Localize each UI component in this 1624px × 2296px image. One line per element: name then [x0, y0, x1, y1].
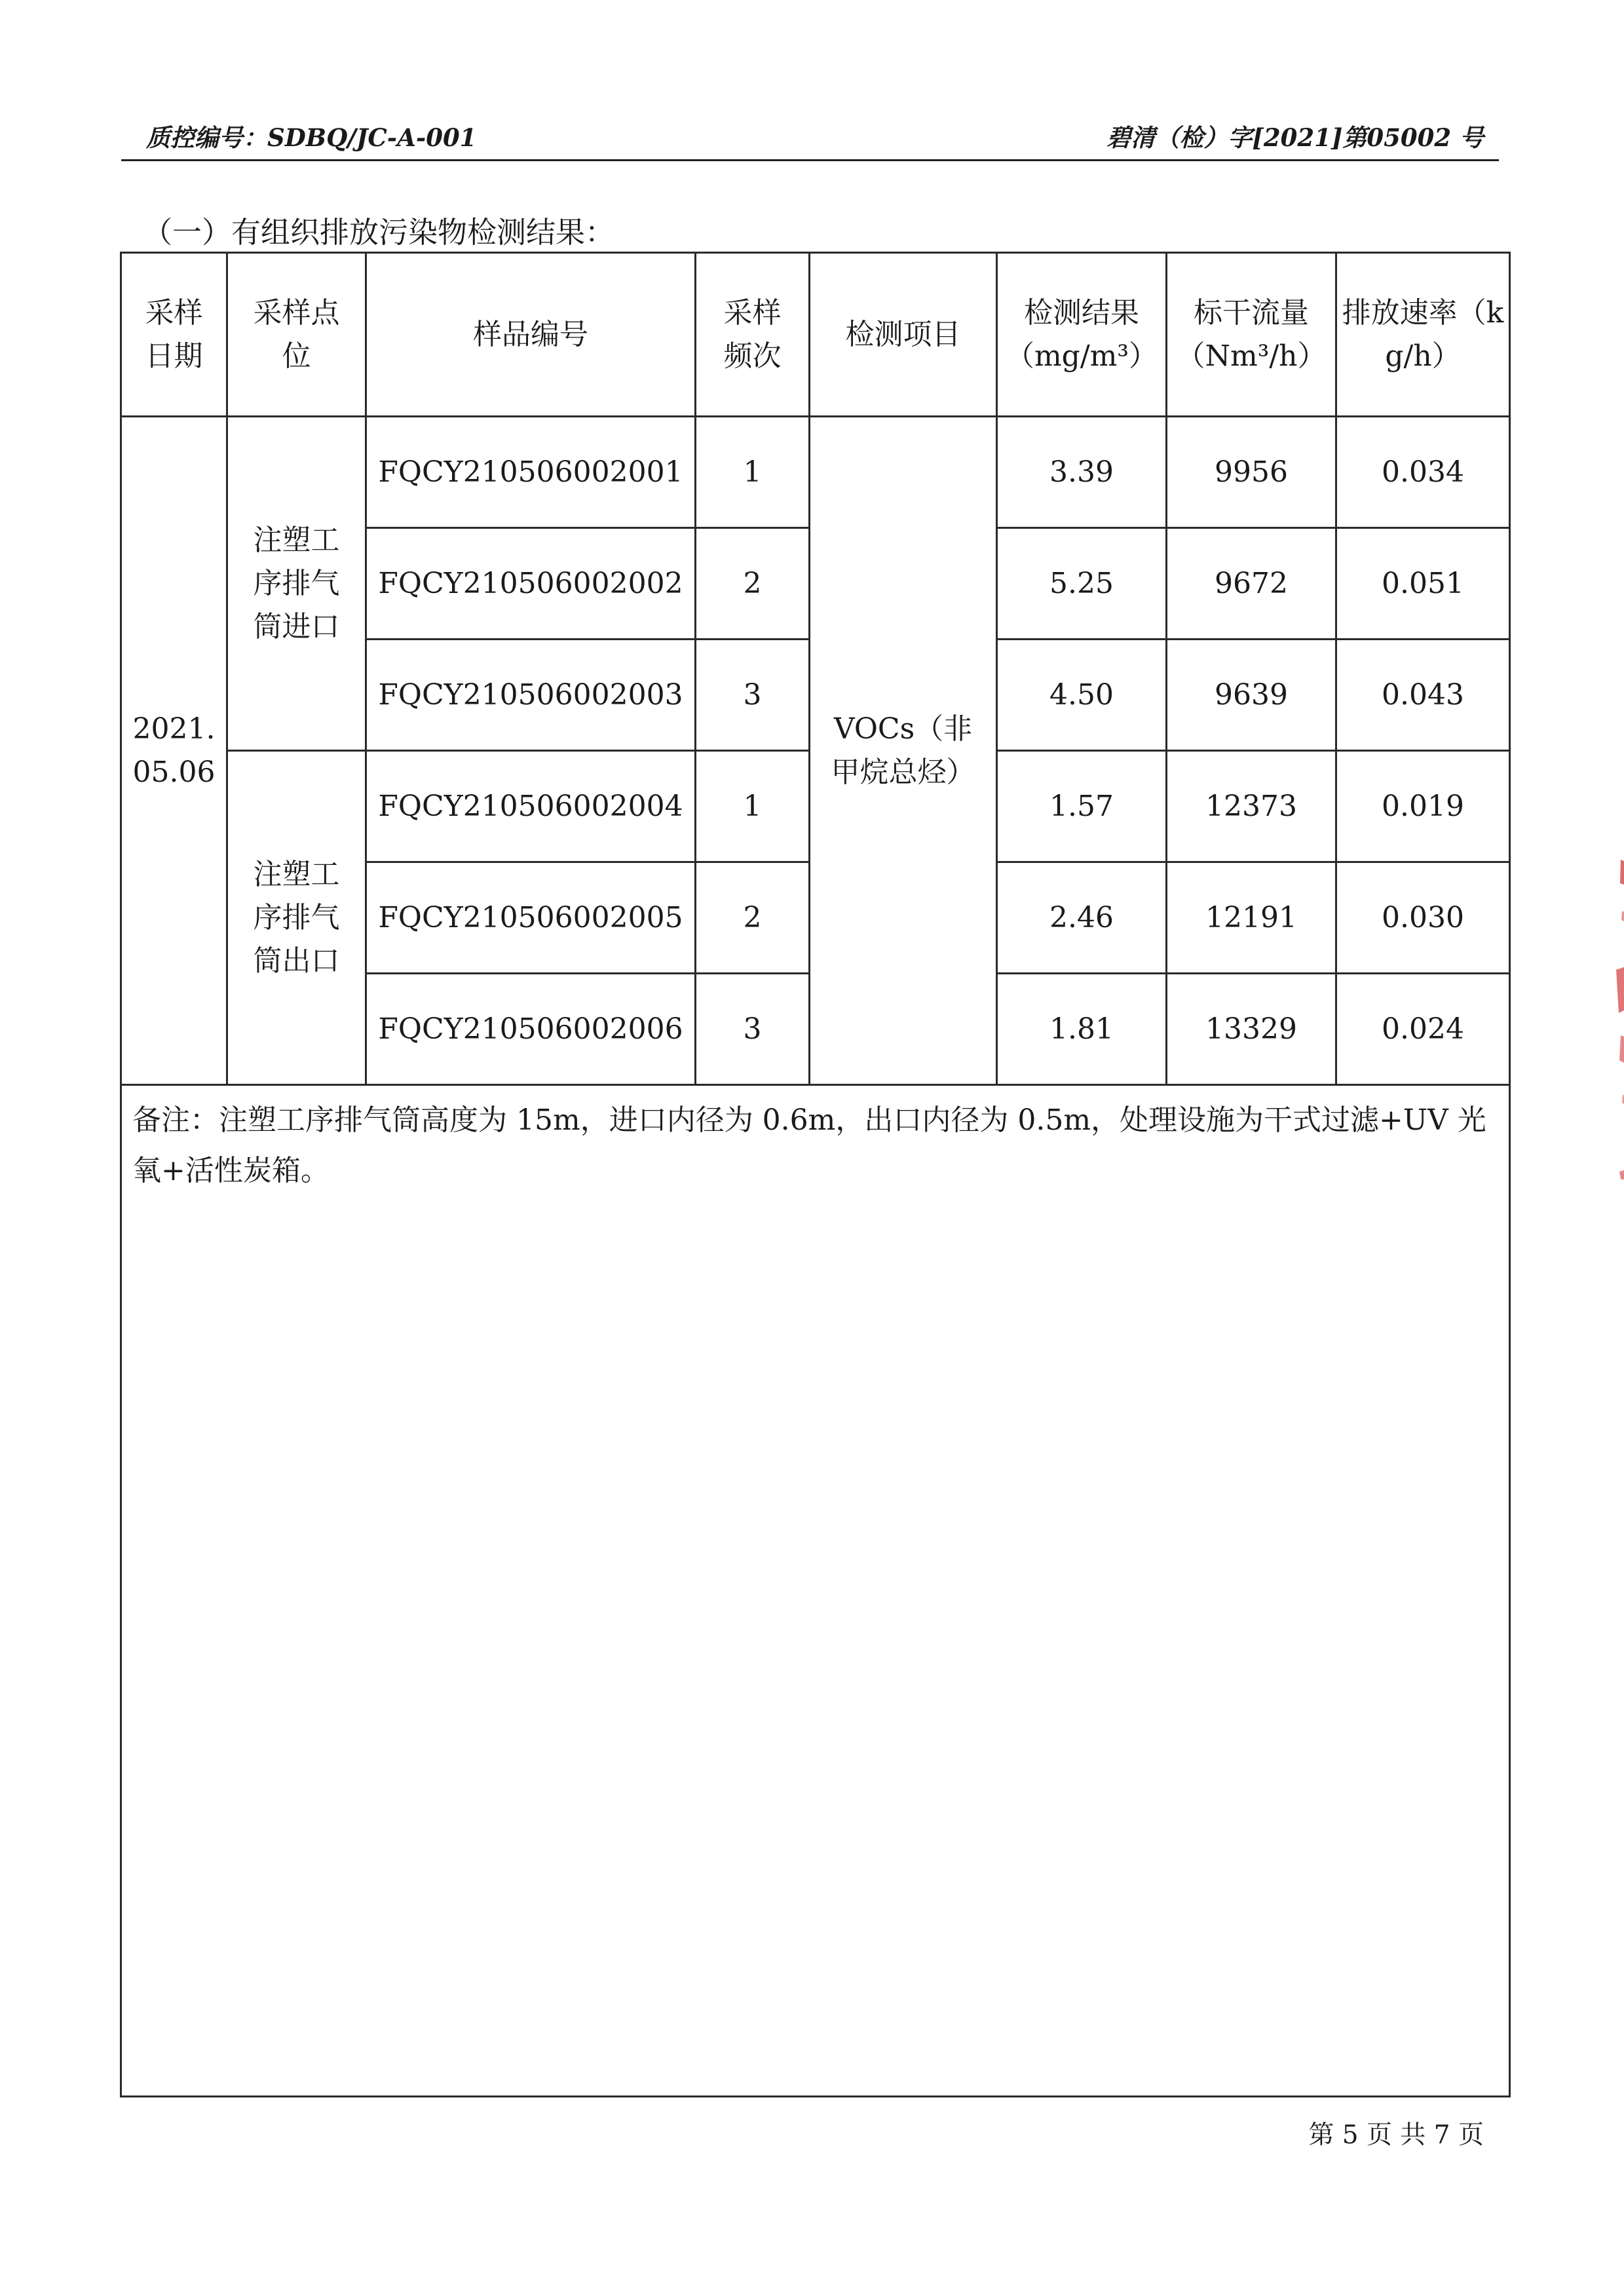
rate-cell: 0.051: [1336, 528, 1510, 640]
remarks-text: 备注：注塑工序排气筒高度为 15m，进口内径为 0.6m，出口内径为 0.5m，处理设施为干式过滤+UV 光氧+活性炭箱。: [121, 1085, 1510, 2097]
frequency-cell: 2: [696, 862, 810, 974]
result-cell: 5.25: [997, 528, 1167, 640]
flow-cell: 9639: [1167, 640, 1336, 751]
report-number: 碧清（检）字[2021]第05002 号: [1106, 123, 1484, 152]
header-test-result: 检测结果（mg/m³）: [997, 253, 1167, 417]
frequency-cell: 3: [696, 640, 810, 751]
frequency-cell: 3: [696, 974, 810, 1085]
flow-cell: 13329: [1167, 974, 1336, 1085]
rate-cell: 0.030: [1336, 862, 1510, 974]
test-item-cell: VOCs（非甲烷总烃）: [810, 417, 997, 1085]
note-row: [121, 1085, 1510, 2097]
flow-cell: 12373: [1167, 751, 1336, 862]
table-header-row: [121, 253, 1510, 417]
sampling-date-cell: 2021.05.06: [121, 417, 227, 1085]
seal-stamp-icon: [1609, 858, 1624, 1179]
sample-id-cell: FQCY210506002003: [366, 640, 696, 751]
quality-control-number: 质控编号：SDBQ/JC-A-001: [146, 123, 477, 152]
rate-cell: 0.034: [1336, 417, 1510, 528]
result-cell: 2.46: [997, 862, 1167, 974]
header-sampling-frequency: 采样频次: [696, 253, 810, 417]
flow-cell: 12191: [1167, 862, 1336, 974]
result-cell: 3.39: [997, 417, 1167, 528]
result-cell: 1.57: [997, 751, 1167, 862]
rate-cell: 0.019: [1336, 751, 1510, 862]
flow-cell: 9956: [1167, 417, 1336, 528]
result-cell: 4.50: [997, 640, 1167, 751]
page-number: 第 5 页 共 7 页: [1308, 2120, 1484, 2150]
header-sampling-point: 采样点位: [227, 253, 366, 417]
sample-id-cell: FQCY210506002002: [366, 528, 696, 640]
result-cell: 1.81: [997, 974, 1167, 1085]
flow-cell: 9672: [1167, 528, 1336, 640]
header-standard-dry-flow: 标干流量（Nm³/h）: [1167, 253, 1336, 417]
sample-id-cell: FQCY210506002005: [366, 862, 696, 974]
header-emission-rate: 排放速率（kg/h）: [1336, 253, 1510, 417]
header-divider: [121, 159, 1499, 161]
header-test-item: 检测项目: [810, 253, 997, 417]
table-row: [121, 417, 1510, 528]
sample-id-cell: FQCY210506002006: [366, 974, 696, 1085]
frequency-cell: 1: [696, 417, 810, 528]
frequency-cell: 2: [696, 528, 810, 640]
sampling-point-outlet: 注塑工序排气筒出口: [227, 751, 366, 1085]
frequency-cell: 1: [696, 751, 810, 862]
sampling-point-inlet: 注塑工序排气筒进口: [227, 417, 366, 751]
results-table: [120, 252, 1511, 2097]
rate-cell: 0.024: [1336, 974, 1510, 1085]
section-title: （一）有组织排放污染物检测结果：: [143, 215, 615, 250]
sample-id-cell: FQCY210506002004: [366, 751, 696, 862]
header-sample-id: 样品编号: [366, 253, 696, 417]
header-sampling-date: 采样日期: [121, 253, 227, 417]
rate-cell: 0.043: [1336, 640, 1510, 751]
sample-id-cell: FQCY210506002001: [366, 417, 696, 528]
